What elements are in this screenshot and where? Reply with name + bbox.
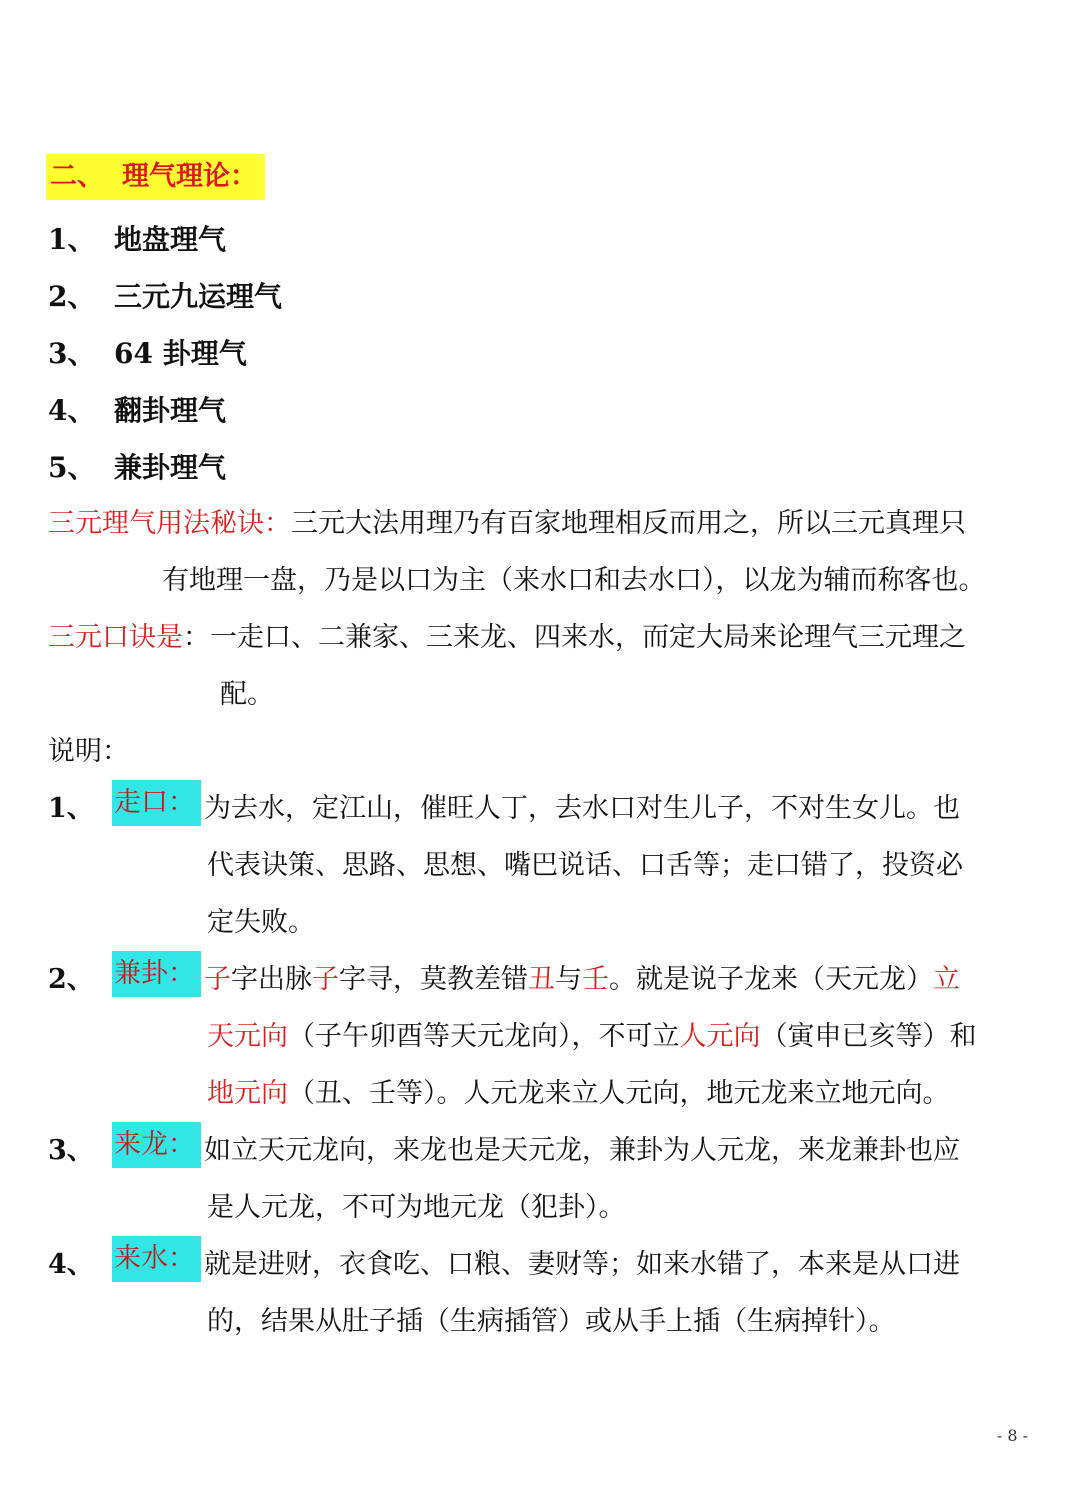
- note-4-line-1: 就是进财，衣食吃、口粮、妻财等；如来水错了，本来是从口进: [204, 1249, 960, 1280]
- note-1-line-2: 代表诀策、思路、思想、嘴巴说话、口舌等；走口错了，投资必: [207, 850, 963, 881]
- section-heading-prefix: 二、: [50, 161, 104, 192]
- list-item: [48, 220, 226, 260]
- red-char: 丑: [528, 964, 555, 995]
- list-item-number: 1、: [48, 223, 96, 256]
- secret-text-2: 有地理一盘，乃是以口为主（来水口和去水口），以龙为辅而称客也。: [162, 565, 986, 596]
- note-1-line-3: 定失败。: [207, 907, 315, 938]
- note-3-line-1: 如立天元龙向，来龙也是天元龙，兼卦为人元龙，来龙兼卦也应: [204, 1135, 960, 1166]
- list-item-number: 2、: [48, 280, 96, 313]
- list-item: [48, 334, 247, 374]
- note-text: 与: [555, 964, 582, 995]
- secret-text-1: 三元大法用理乃有百家地理相反而用之，所以三元真理只: [291, 508, 966, 539]
- list-item: [48, 448, 226, 488]
- note-text: （子午卯酉等天元龙向），不可立: [288, 1021, 680, 1052]
- note-3-line-2: 是人元龙，不可为地元龙（犯卦）。: [207, 1192, 626, 1223]
- note-2-line-1: [204, 960, 960, 1000]
- list-item: [48, 277, 282, 317]
- explanation-label: 说明：: [48, 736, 129, 767]
- note-term-highlight: 来龙：: [112, 1122, 201, 1168]
- formula-label: 三元口诀是: [48, 622, 183, 653]
- list-item: [48, 391, 226, 431]
- note-text: 。就是说子龙来（天元龙）: [609, 964, 933, 995]
- red-char: 子: [312, 964, 339, 995]
- red-term: 地元向: [207, 1078, 288, 1109]
- red-term: 人元向: [679, 1021, 761, 1052]
- list-item-number: 4、: [48, 394, 96, 427]
- formula-paragraph-line-2: [220, 675, 274, 715]
- list-item-text: 三元九运理气: [114, 280, 283, 313]
- secret-label: 三元理气用法秘诀：: [48, 508, 291, 539]
- page-number: - 8 -: [996, 1426, 1028, 1445]
- list-item-number: 5、: [48, 451, 96, 484]
- red-char: 子: [204, 964, 231, 995]
- note-2-line-3: [207, 1074, 950, 1114]
- formula-text-1: ：一走口、二兼家、三来龙、四来水，而定大局来论理气三元理之: [183, 622, 966, 653]
- note-text: （寅申已亥等）和: [760, 1021, 977, 1052]
- note-number: 2、: [48, 964, 94, 995]
- formula-paragraph-line-1: [48, 618, 966, 658]
- note-2-line-2: [207, 1017, 977, 1057]
- note-4-line-2: 的，结果从肚子插（生病插管）或从手上插（生病掉针）。: [207, 1306, 896, 1337]
- note-text: 字寻，莫教差错: [339, 964, 528, 995]
- section-heading-title: 理气理论：: [122, 161, 257, 192]
- note-term-highlight: 走口：: [112, 780, 201, 826]
- list-item-number: 3、: [48, 337, 96, 370]
- formula-text-2: 配。: [220, 679, 274, 710]
- note-term-highlight: 兼卦：: [112, 951, 201, 997]
- note-term-highlight: 来水：: [112, 1236, 201, 1282]
- note-text: 字出脉: [231, 964, 312, 995]
- list-item-text: 64 卦理气: [114, 337, 247, 370]
- note-number: 3、: [48, 1135, 94, 1166]
- list-item-text: 翻卦理气: [114, 394, 227, 427]
- note-number: 4、: [48, 1249, 94, 1280]
- red-term: 天元向: [207, 1021, 288, 1052]
- red-char: 立: [933, 964, 960, 995]
- section-heading: [46, 154, 265, 200]
- secret-paragraph-line-1: [48, 504, 966, 544]
- note-text: （丑、壬等）。人元龙来立人元向，地元龙来立地元向。: [288, 1078, 950, 1109]
- note-number: 1、: [48, 793, 94, 824]
- secret-paragraph-line-2: [162, 561, 986, 601]
- list-item-text: 地盘理气: [114, 223, 227, 256]
- list-item-text: 兼卦理气: [114, 451, 227, 484]
- note-1-line-1: 为去水，定江山，催旺人丁，去水口对生儿子，不对生女儿。也: [204, 793, 960, 824]
- red-char: 壬: [582, 964, 609, 995]
